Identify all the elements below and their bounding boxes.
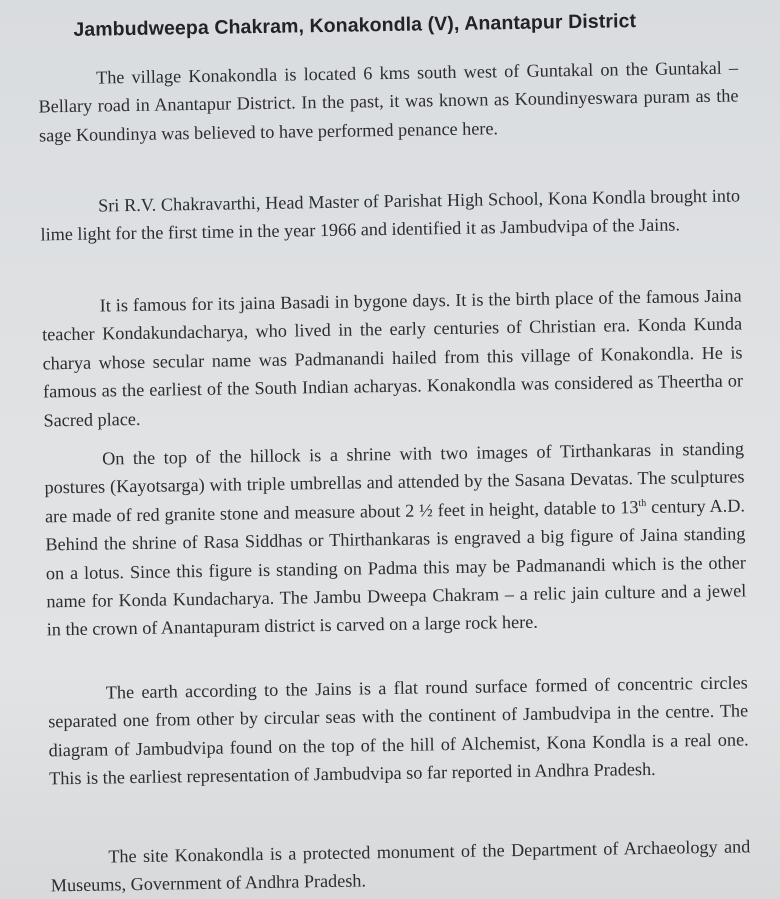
shrine-text-part-1: On the top of the hillock is a shrine with two images of Tirthankaras in standing postures (Kayotsarga) with triple umbrellas and attended by the Sasana Devatas. The sculptures are made of red granite stone and measure about 2 ½ feet in height, datable to 13 bbox=[44, 438, 745, 527]
shrine-text-part-2: century A.D. Behind the shrine of Rasa Siddhas or Thirthankaras is engraved a big figure of Jaina standing on a lotus. Since this figure is standing on Padma this may be Padmanandi which is the other name for Konda Kundacharya. The Jambu Dweepa Chakram – a relic jain culture and a jewel in the crown of Anantapuram district is carved on a large rock here. bbox=[45, 495, 747, 640]
ordinal-suffix: th bbox=[638, 497, 647, 509]
paragraph-discovery: Sri R.V. Chakravarthi, Head Master of Parishat High School, Kona Kondla brought into lime light for the first time in the year 1966 and identified it as Jambudvipa of the Jains. bbox=[40, 185, 741, 245]
paragraph-protection: The site Konakondla is a protected monument of the Department of Archaeology and Museums, Government of Andhra Pradesh. bbox=[50, 836, 751, 896]
document-title: Jambudweepa Chakram, Konakondla (V), Anantapur District bbox=[73, 10, 637, 41]
paragraph-location: The village Konakondla is located 6 kms south west of Guntakal on the Guntakal – Bellary road in Anantapur District. In the past, it was known as Koundinyeswara puram as the sage Koundinya was believed to have performed penance here. bbox=[38, 57, 739, 146]
paragraph-jain-cosmology: The earth according to the Jains is a flat round surface formed of concentric circles separated one from other by circular seas with the continent of Jambudvipa in the centre. The diagram of Jambudvipa found on the top of the hill of Alchemist, Kona Kondla is a real one. This is the earliest representation of Jambudvipa so far reported in Andhra Pradesh. bbox=[48, 672, 749, 789]
paragraph-history: It is famous for its jaina Basadi in bygone days. It is the birth place of the famous Jaina teacher Kondakundacharya, who lived in the early centuries of Christian era. Konda Kunda charya whose secular name was Padmanandi hailed from this village of Konakondla. He is famous as the earliest of the South Indian acharyas. Konakondla was considered as Theertha or Sacred place. bbox=[41, 285, 744, 431]
paragraph-shrine bbox=[44, 434, 747, 644]
